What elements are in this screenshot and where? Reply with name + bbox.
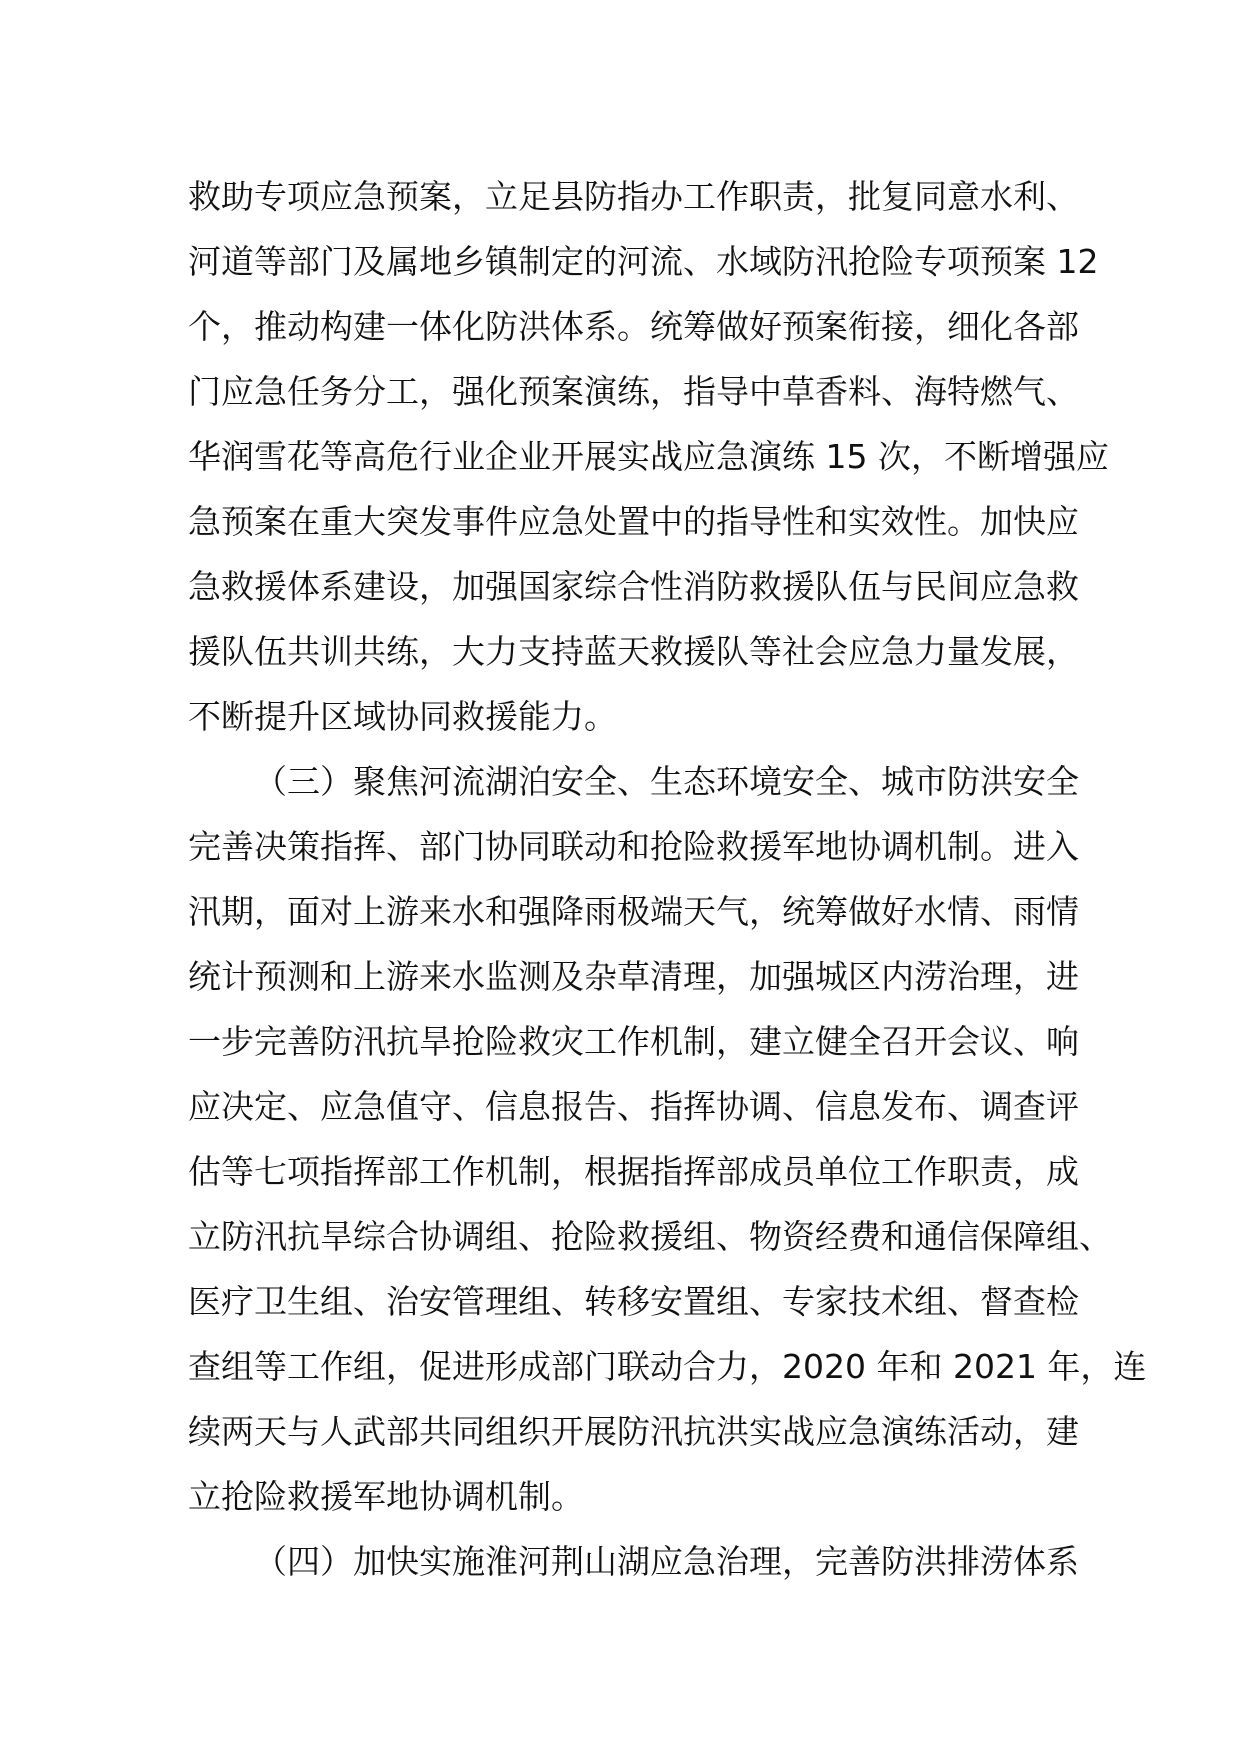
body-text	[188, 164, 1147, 1594]
text-line: 查组等工作组，促进形成部门联动合力，2020 年和 2021 年，连	[188, 1347, 1147, 1386]
text-line: 立抢险救援军地协调机制。	[188, 1477, 584, 1516]
text-line: 援队伍共训共练，大力支持蓝天救援队等社会应急力量发展，	[188, 632, 1079, 671]
text-line: 救助专项应急预案，立足县防指办工作职责，批复同意水利、	[188, 177, 1079, 216]
text-line: 不断提升区域协同救援能力。	[188, 697, 617, 736]
text-line: 医疗卫生组、治安管理组、转移安置组、专家技术组、督查检	[188, 1282, 1079, 1321]
text-line: 汛期，面对上游来水和强降雨极端天气，统筹做好水情、雨情	[188, 892, 1079, 931]
text-line: 估等七项指挥部工作机制，根据指挥部成员单位工作职责，成	[188, 1152, 1079, 1191]
text-line: 完善决策指挥、部门协同联动和抢险救援军地协调机制。进入	[188, 827, 1079, 866]
text-line: 一步完善防汛抗旱抢险救灾工作机制，建立健全召开会议、响	[188, 1022, 1079, 1061]
text-line: 统计预测和上游来水监测及杂草清理，加强城区内涝治理，进	[188, 957, 1079, 996]
text-line: 急预案在重大突发事件应急处置中的指导性和实效性。加快应	[188, 502, 1079, 541]
section-heading-4: （四）加快实施淮河荆山湖应急治理，完善防洪排涝体系	[254, 1542, 1079, 1581]
text-line: 急救援体系建设，加强国家综合性消防救援队伍与民间应急救	[188, 567, 1079, 606]
text-line: 立防汛抗旱综合协调组、抢险救援组、物资经费和通信保障组、	[188, 1217, 1112, 1256]
text-line: 华润雪花等高危行业企业开展实战应急演练 15 次，不断增强应	[188, 437, 1109, 476]
text-line: 河道等部门及属地乡镇制定的河流、水域防汛抢险专项预案 12	[188, 242, 1099, 281]
text-line: 个，推动构建一体化防洪体系。统筹做好预案衔接，细化各部	[188, 307, 1079, 346]
text-line: 门应急任务分工，强化预案演练，指导中草香料、海特燃气、	[188, 372, 1079, 411]
text-line: 续两天与人武部共同组织开展防汛抗洪实战应急演练活动，建	[188, 1412, 1079, 1451]
section-heading-3: （三）聚焦河流湖泊安全、生态环境安全、城市防洪安全	[254, 762, 1079, 801]
text-line: 应决定、应急值守、信息报告、指挥协调、信息发布、调查评	[188, 1087, 1079, 1126]
